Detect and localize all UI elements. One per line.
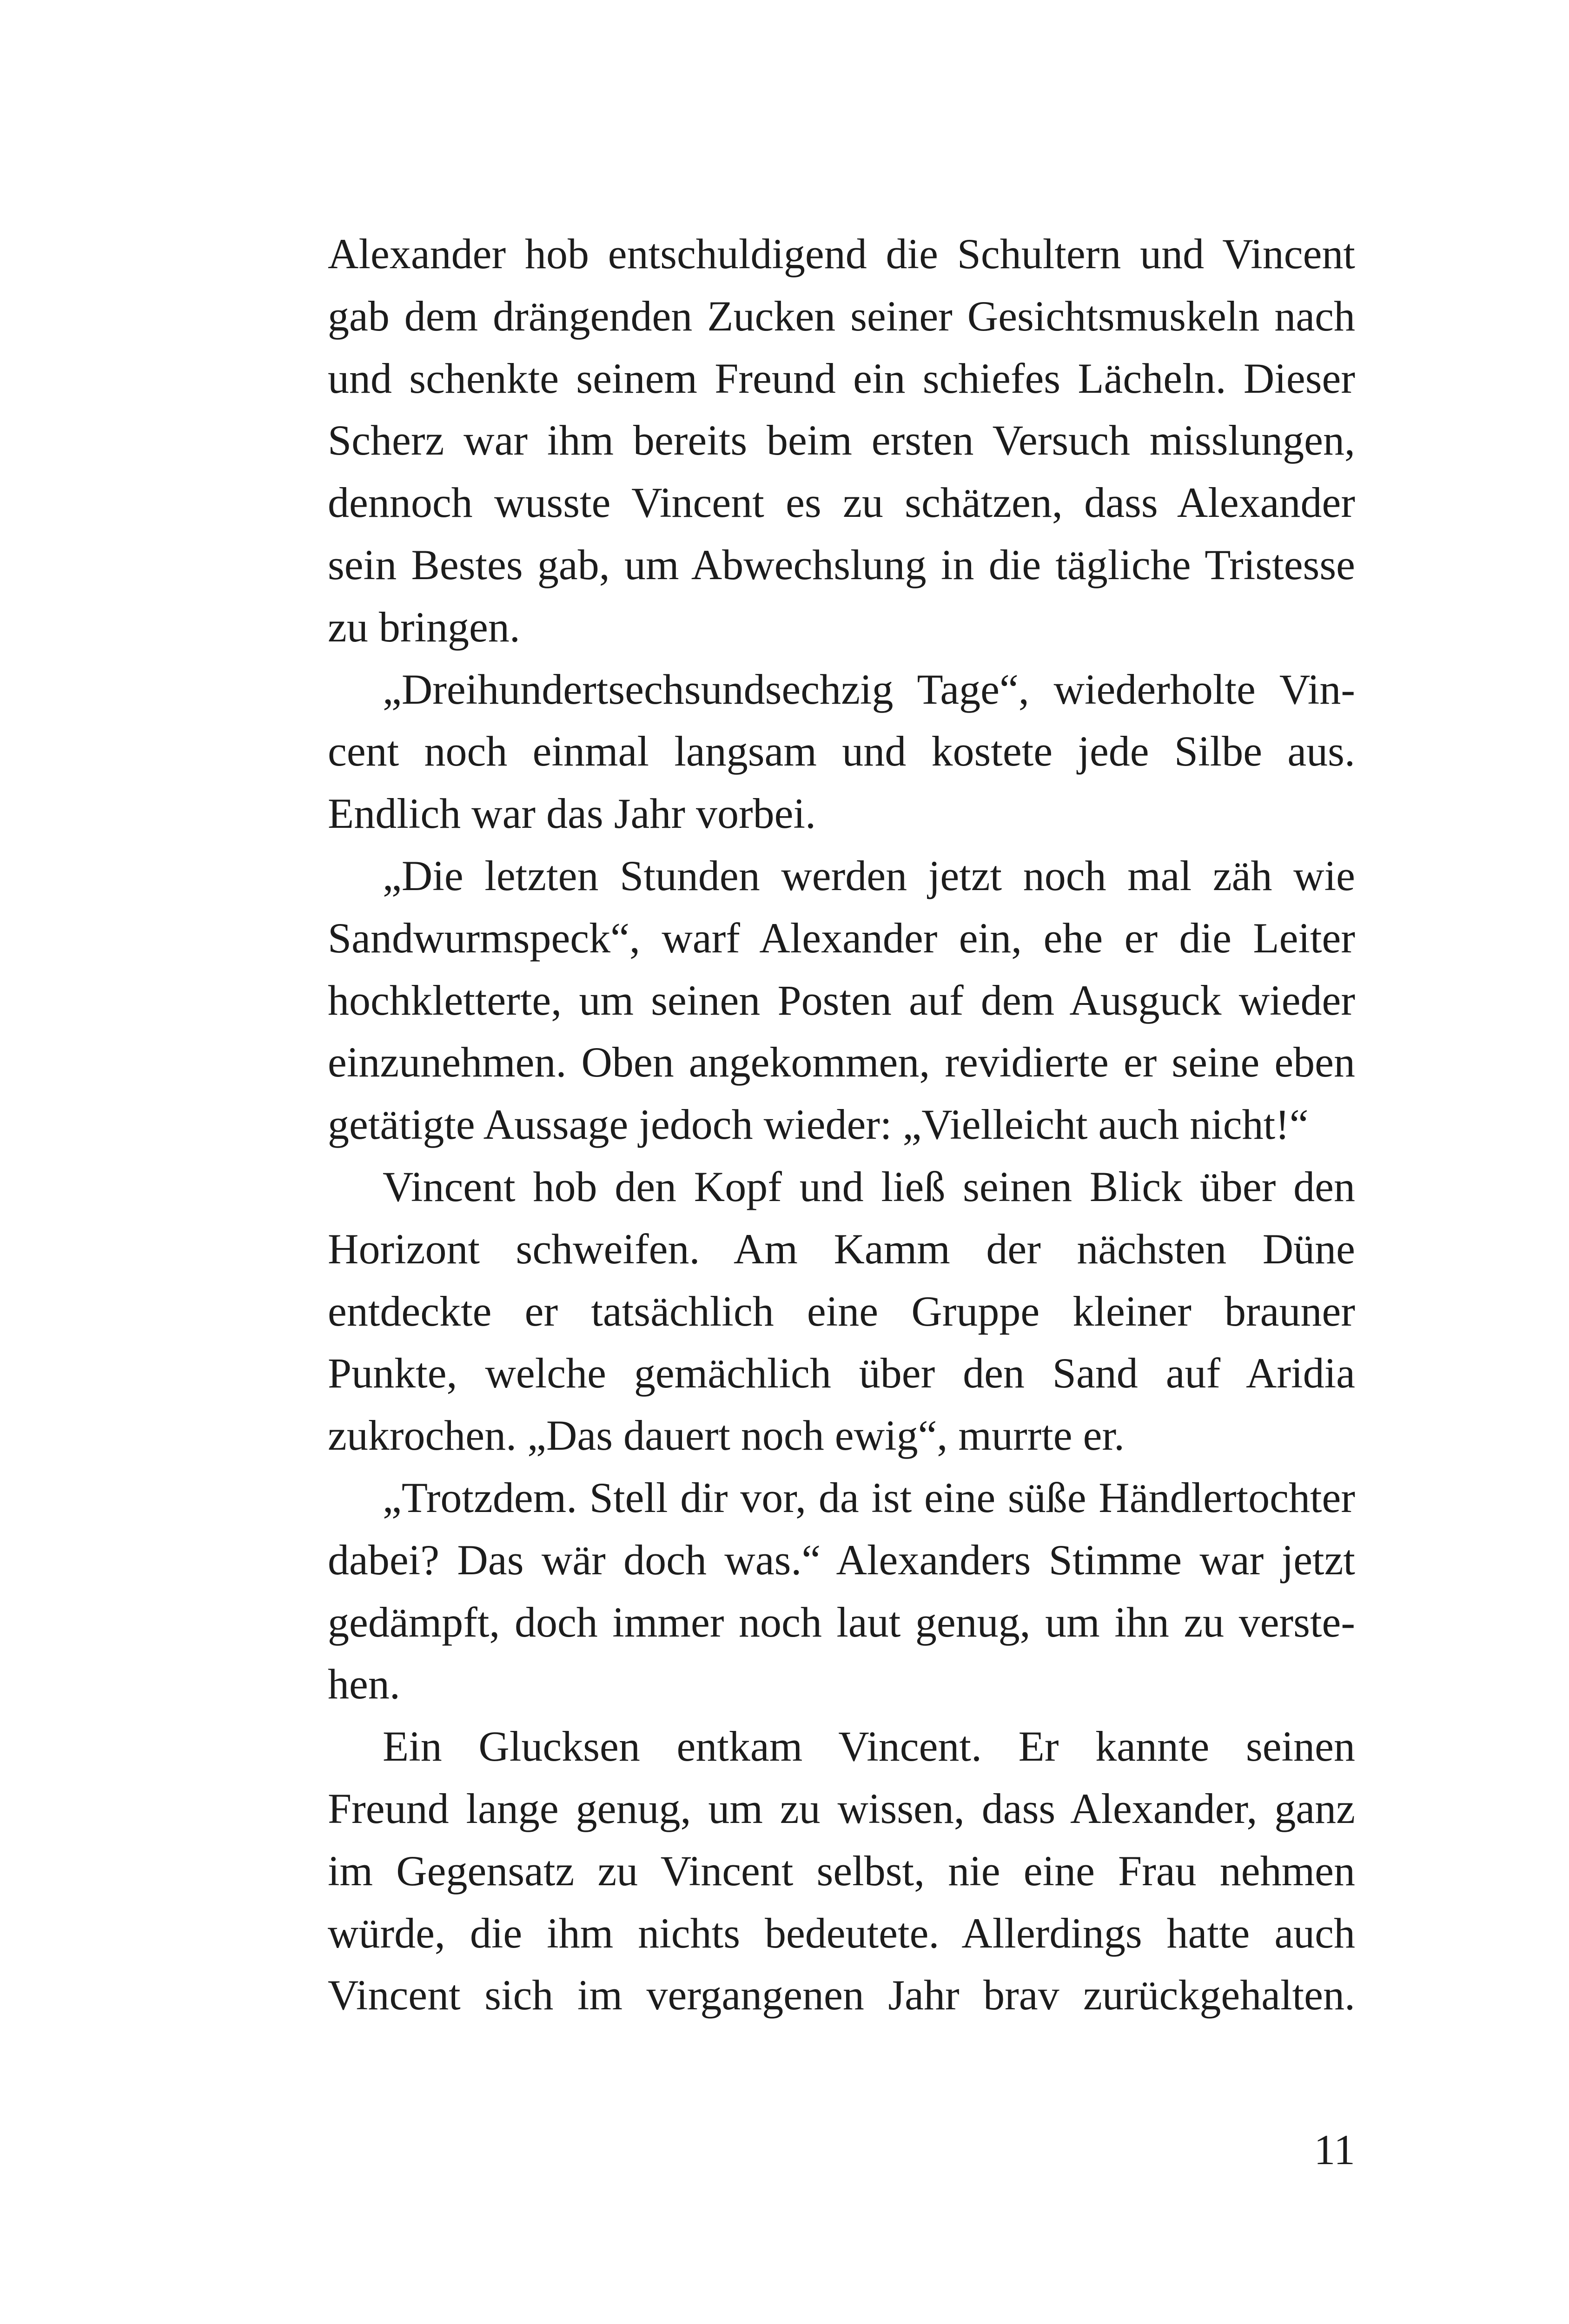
text-line: dabei? Das wär doch was.“ Alexanders Stimme war jetzt [328, 1536, 1355, 1584]
paragraph [328, 659, 1355, 845]
text-line: im Gegensatz zu Vincent selbst, nie eine Frau nehmen [328, 1847, 1355, 1895]
page-number: 11 [1314, 2126, 1355, 2173]
text-line: cent noch einmal langsam und kostete jede Silbe aus. [328, 727, 1355, 775]
paragraph [328, 845, 1355, 1156]
text-line: Alexander hob entschuldigend die Schultern und Vincent [328, 230, 1355, 277]
body-text [328, 223, 1355, 2027]
paragraph [328, 1716, 1355, 2027]
text-line: und schenkte seinem Freund ein schiefes Lächeln. Dieser [328, 354, 1355, 402]
text-line: gab dem drängenden Zucken seiner Gesichtsmuskeln nach [328, 292, 1355, 340]
text-line: „Trotzdem. Stell dir vor, da ist eine süße Händlertochter [383, 1473, 1355, 1521]
text-line: getätigte Aussage jedoch wieder: „Vielleicht auch nicht!“ [328, 1101, 1309, 1149]
paragraph [328, 223, 1355, 659]
text-line: Punkte, welche gemächlich über den Sand auf Aridia [328, 1349, 1355, 1397]
text-line: würde, die ihm nichts bedeutete. Allerdings hatte auch [328, 1909, 1355, 1957]
text-line: einzunehmen. Oben angekommen, revidierte er seine eben [328, 1038, 1355, 1086]
text-line: Vincent sich im vergangenen Jahr brav zurückgehalten. [328, 1971, 1355, 2019]
text-line: Vincent hob den Kopf und ließ seinen Blick über den [383, 1162, 1355, 1210]
text-line: zukrochen. „Das dauert noch ewig“, murrte er. [328, 1412, 1125, 1459]
text-line: „Dreihundertsechsundsechzig Tage“, wiederholte Vin- [383, 665, 1355, 713]
text-line: dennoch wusste Vincent es zu schätzen, dass Alexander [328, 479, 1355, 527]
paragraph [328, 1467, 1355, 1716]
text-line: zu bringen. [328, 603, 520, 651]
text-line: Endlich war das Jahr vorbei. [328, 790, 816, 838]
text-line: gedämpft, doch immer noch laut genug, um ihn zu verste- [328, 1598, 1355, 1646]
text-line: Horizont schweifen. Am Kamm der nächsten Düne [328, 1225, 1355, 1273]
text-line: Ein Glucksen entkam Vincent. Er kannte seinen [383, 1723, 1355, 1770]
text-line: hen. [328, 1660, 400, 1708]
text-line: Sandwurmspeck“, warf Alexander ein, ehe er die Leiter [328, 914, 1355, 962]
text-line: Scherz war ihm bereits beim ersten Versuch misslungen, [328, 416, 1355, 464]
paragraph [328, 1156, 1355, 1467]
text-line: „Die letzten Stunden werden jetzt noch mal zäh wie [383, 852, 1355, 899]
text-line: entdeckte er tatsächlich eine Gruppe kleiner brauner [328, 1287, 1355, 1335]
text-line: hochkletterte, um seinen Posten auf dem Ausguck wieder [328, 976, 1355, 1024]
text-line: Freund lange genug, um zu wissen, dass Alexander, ganz [328, 1784, 1355, 1832]
text-line: sein Bestes gab, um Abwechslung in die tägliche Tristesse [328, 541, 1355, 588]
